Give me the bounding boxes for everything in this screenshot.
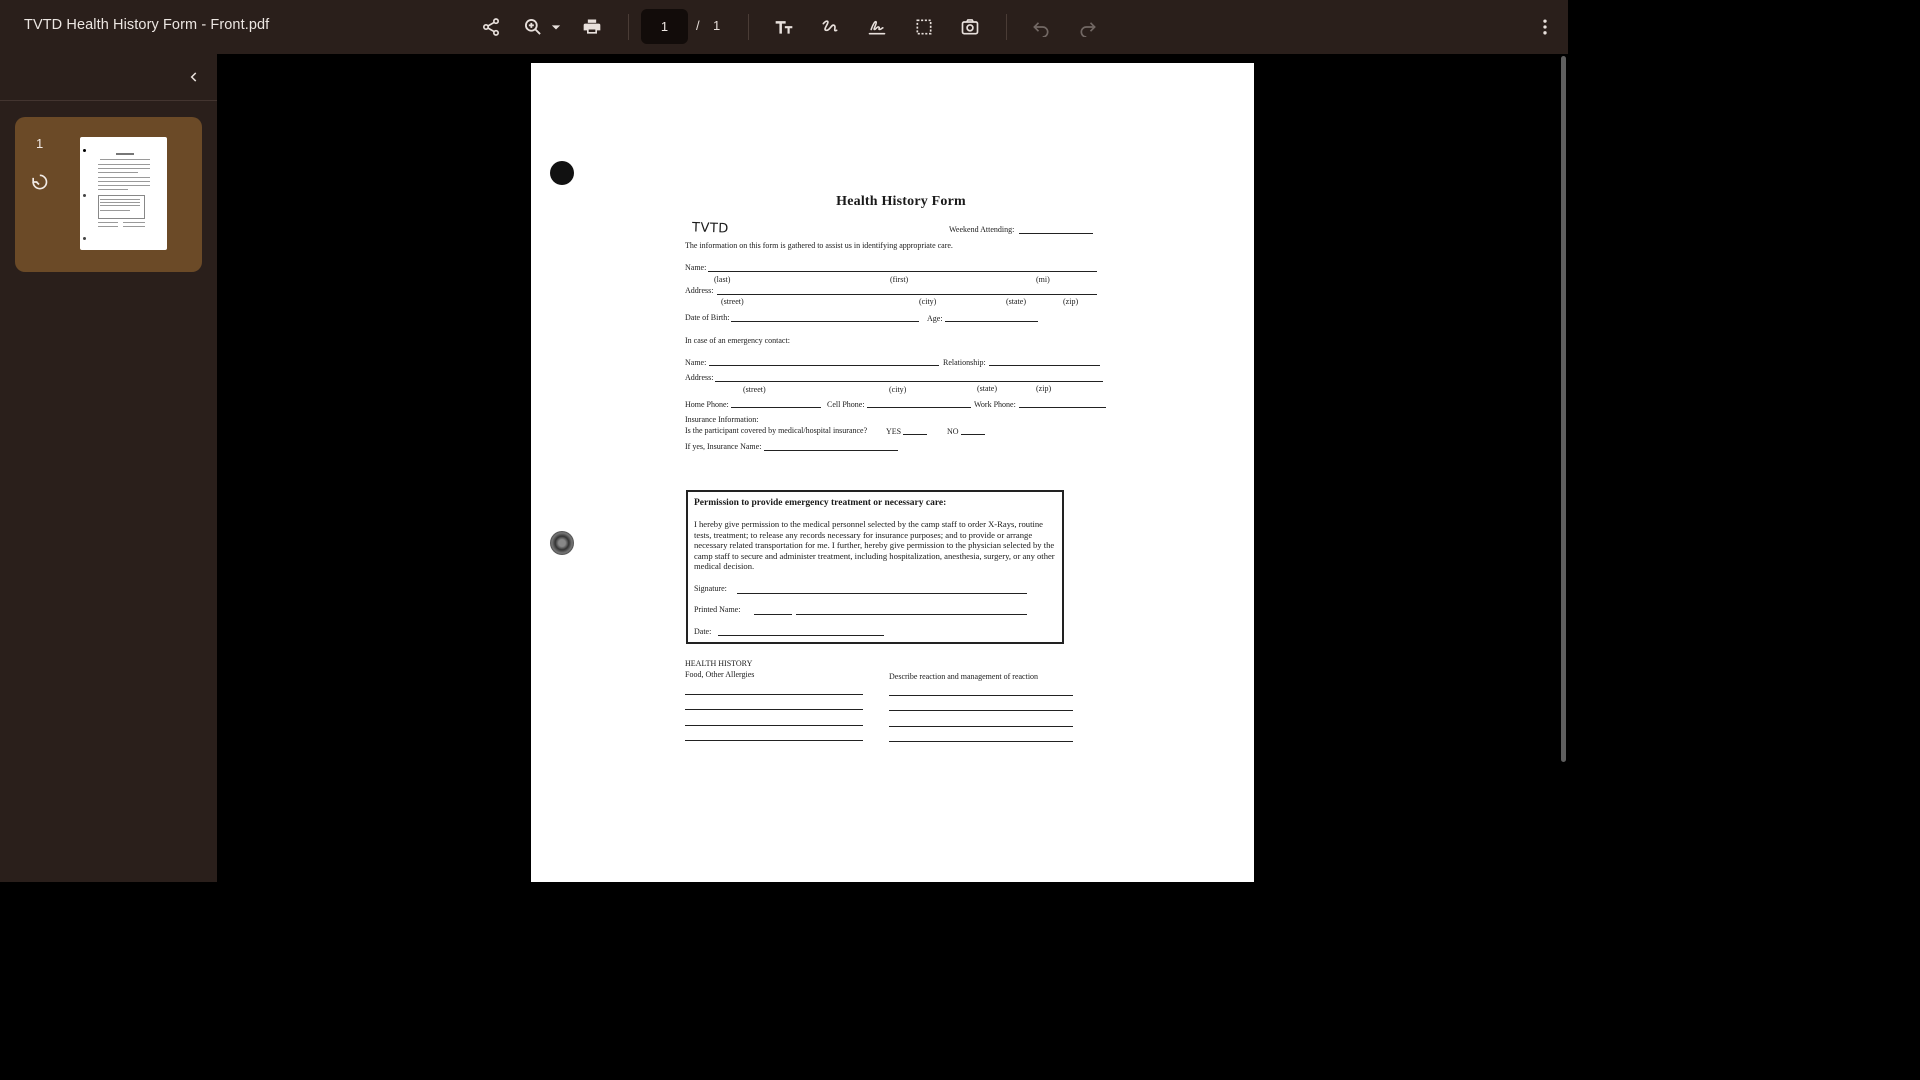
toolbar-divider	[628, 14, 629, 40]
dropdown-icon	[546, 17, 566, 37]
printed-name-label: Printed Name:	[694, 605, 741, 614]
more-options-button[interactable]	[1528, 10, 1562, 44]
draw-button[interactable]	[813, 10, 847, 44]
permission-title: Permission to provide emergency treatment or necessary care:	[694, 498, 947, 508]
page-separator: /	[696, 18, 700, 33]
screenshot-button[interactable]	[953, 10, 987, 44]
collapse-sidebar-button[interactable]	[182, 65, 206, 89]
work-phone-line	[1019, 407, 1106, 408]
select-area-button[interactable]	[907, 10, 941, 44]
page-total: 1	[713, 18, 721, 33]
street-caption: (street)	[721, 297, 744, 306]
reaction-line	[889, 741, 1073, 742]
more-icon	[1535, 17, 1555, 37]
hole-punch-mark	[550, 161, 574, 185]
date-label: Date:	[694, 627, 712, 636]
mi-caption: (mi)	[1036, 275, 1050, 284]
allergies-label: Food, Other Allergies	[685, 670, 755, 679]
select-area-icon	[914, 17, 934, 37]
first-caption: (first)	[890, 275, 909, 284]
home-phone-line	[731, 407, 821, 408]
home-phone-label: Home Phone:	[685, 400, 729, 409]
weekend-label: Weekend Attending:	[949, 225, 1015, 234]
rotate-icon[interactable]	[29, 172, 49, 192]
work-phone-label: Work Phone:	[974, 400, 1016, 409]
handwritten-tvtd: TVTD	[691, 220, 730, 237]
signature-icon	[867, 17, 887, 37]
zip-caption: (zip)	[1063, 297, 1079, 306]
allergy-line	[685, 725, 863, 726]
emergency-address-line	[715, 381, 1103, 382]
state-caption: (state)	[1006, 297, 1026, 306]
add-text-button[interactable]	[767, 10, 801, 44]
insurance-info-label: Insurance Information:	[685, 415, 759, 424]
emergency-state-caption: (state)	[977, 384, 997, 393]
city-caption: (city)	[919, 297, 937, 306]
text-icon	[774, 17, 794, 37]
allergy-line	[685, 709, 863, 710]
yes-line	[903, 434, 927, 435]
redo-button[interactable]	[1071, 10, 1105, 44]
zoom-in-icon	[523, 17, 543, 37]
toolbar-divider	[748, 14, 749, 40]
yes-label: YES	[886, 427, 902, 436]
insurance-name-line	[764, 450, 898, 451]
emergency-street-caption: (street)	[743, 385, 766, 394]
print-button[interactable]	[575, 10, 609, 44]
no-line	[961, 434, 985, 435]
top-toolbar	[0, 0, 1568, 54]
sidebar-header	[0, 54, 217, 101]
reaction-line	[889, 695, 1073, 696]
emergency-city-caption: (city)	[889, 385, 907, 394]
permission-text: I hereby give permission to the medical personnel selected by the camp staff to order X-Rays, routine tests, treatment; to release any records necessary for insurance purposes; and to provide or arrange necessary related transportation for me. I further, hereby give permission to the physician selected by the camp staff to secure and administer treatment, including hospitalization, anesthesia, surgery, or any other medical decision.	[694, 519, 1055, 572]
document-title: TVTD Health History Form - Front.pdf	[24, 17, 270, 33]
emergency-zip-caption: (zip)	[1036, 384, 1052, 393]
name-label: Name:	[685, 263, 707, 272]
thumbnail-page-image	[80, 137, 167, 250]
pdf-page	[531, 63, 1254, 882]
allergy-line	[685, 740, 863, 741]
signature-line	[737, 593, 1027, 594]
thumbnail-sidebar	[0, 54, 217, 882]
printed-name-line	[796, 614, 1027, 615]
undo-button[interactable]	[1024, 10, 1058, 44]
name-line	[708, 271, 1097, 272]
thumbnail-page-number: 1	[36, 136, 44, 151]
vertical-scrollbar[interactable]	[1561, 56, 1566, 762]
reaction-line	[889, 710, 1073, 711]
age-line	[945, 321, 1038, 322]
form-title: Health History Form	[836, 194, 966, 209]
emergency-address-label: Address:	[685, 373, 714, 382]
health-history-heading: HEALTH HISTORY	[685, 659, 753, 668]
cell-phone-label: Cell Phone:	[827, 400, 865, 409]
chevron-left-icon	[187, 70, 201, 84]
print-icon	[582, 17, 602, 37]
date-line	[718, 635, 884, 636]
share-icon	[481, 17, 501, 37]
reaction-label: Describe reaction and management of reaction	[889, 672, 1039, 681]
toolbar-divider	[1006, 14, 1007, 40]
intro-text: The information on this form is gathered to assist us in identifying appropriate care.	[685, 241, 953, 250]
cell-phone-line	[867, 407, 971, 408]
reaction-line	[889, 726, 1073, 727]
age-label: Age:	[927, 314, 943, 323]
page-thumbnail-1[interactable]	[15, 117, 202, 272]
relationship-label: Relationship:	[943, 358, 986, 367]
printed-name-line	[754, 614, 792, 615]
signature-button[interactable]	[860, 10, 894, 44]
dob-line	[731, 321, 919, 322]
address-line	[717, 294, 1097, 295]
zoom-dropdown-button[interactable]	[541, 10, 571, 44]
permission-box	[686, 490, 1064, 644]
redo-icon	[1078, 17, 1098, 37]
screenshot-icon	[960, 17, 980, 37]
signature-label: Signature:	[694, 584, 727, 593]
emergency-label: In case of an emergency contact:	[685, 336, 790, 345]
emergency-name-line	[709, 365, 939, 366]
page-number-input[interactable]: 1	[641, 9, 688, 44]
dob-label: Date of Birth:	[685, 313, 730, 322]
insurance-question: Is the participant covered by medical/hospital insurance?	[685, 426, 868, 435]
emergency-name-label: Name:	[685, 358, 707, 367]
weekend-line	[1019, 233, 1093, 234]
draw-icon	[820, 17, 840, 37]
last-caption: (last)	[714, 275, 731, 284]
address-label: Address:	[685, 286, 714, 295]
allergy-line	[685, 694, 863, 695]
undo-icon	[1031, 17, 1051, 37]
share-button[interactable]	[474, 10, 508, 44]
no-label: NO	[947, 427, 959, 436]
relationship-line	[989, 365, 1100, 366]
insurance-name-label: If yes, Insurance Name:	[685, 442, 762, 451]
hole-punch-mark	[550, 531, 574, 555]
